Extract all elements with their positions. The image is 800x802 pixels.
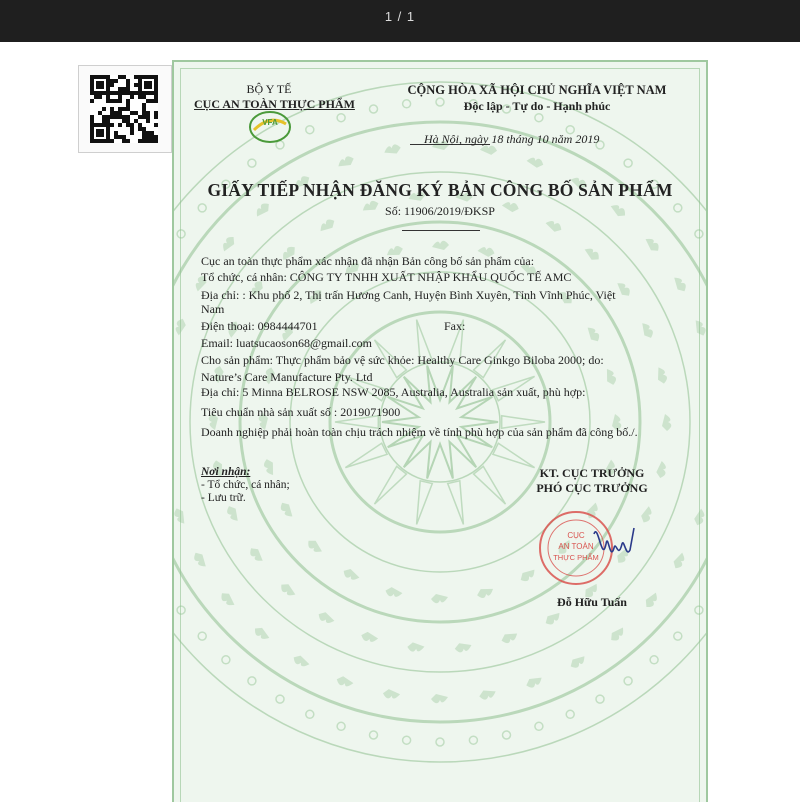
ministry-name: BỘ Y TẾ [246,82,292,96]
seal-text-3: THỰC PHẨM [553,553,599,562]
official-seal [536,504,656,592]
vfa-logo [248,110,292,144]
handwritten-signature [594,528,634,552]
logo-text: VFA [262,118,278,127]
republic-name: CỘNG HÒA XÃ HỘI CHỦ NGHĨA VIỆT NAM [407,83,667,97]
responsibility-line: Doanh nghiệp phải hoàn toàn chịu trách nhiệm về tính phù hợp của sản phẩm đã công bố./. [201,425,638,439]
number-underline [402,230,480,231]
document-number: Số: 11906/2019/ĐKSP [385,204,495,218]
address-line-cont: Nam [201,302,225,316]
signer-name: Đỗ Hữu Tuấn [557,595,627,609]
qr-code-thumbnail[interactable] [78,65,172,153]
signature-title-line2: PHÓ CỤC TRƯỞNG [536,481,648,495]
document-title: GIẤY TIẾP NHẬN ĐĂNG KÝ BẢN CÔNG BỐ SẢN PHẨM [207,180,673,200]
viewer-toolbar [0,0,800,42]
phone-line: Điện thoại: 0984444701 [201,319,318,333]
recipient-item: - Tổ chức, cá nhân; [201,479,290,491]
recipients-label: Nơi nhận: [201,466,251,478]
address-line: Địa chỉ: : Khu phố 2, Thị trấn Hương Canh, Huyện Bình Xuyên, Tỉnh Vĩnh Phúc, Việt [201,288,616,302]
issue-date: Hà Nội, ngày 18 tháng 10 năm 2019 [424,132,600,146]
intro-line: Cục an toàn thực phẩm xác nhận đã nhận Bản công bố sản phẩm của: [201,254,535,268]
manufacturer-line: Nature’s Care Manufacture Pty. Ltd [201,370,373,384]
certificate-document [172,60,708,802]
header-republic [382,82,692,114]
email-line: Email: luatsucaoson68@gmail.com [201,336,373,350]
standard-line: Tiêu chuẩn nhà sản xuất số : 2019071900 [201,405,401,419]
signature-title-line1: KT. CỤC TRƯỞNG [539,466,645,480]
recipient-item: - Lưu trữ. [201,492,246,504]
recipients-block [201,466,290,505]
signature-title [492,466,692,496]
agency-name: CỤC AN TOÀN THỰC PHẨM [194,97,355,111]
manufacturer-address-line: Địa chỉ: 5 Minna BELROSE NSW 2085, Australia, Australia sản xuất, phù hợp: [201,385,586,399]
page-counter: 1 / 1 [384,9,416,24]
seal-text-2: AN TOÀN [558,542,594,551]
qr-code-icon [90,75,158,143]
product-line: Cho sản phẩm: Thực phẩm bảo vệ sức khỏe: Healthy Care Ginkgo Biloba 2000; do: [201,353,604,367]
fax-line: Fax: [444,319,466,333]
organization-line: Tổ chức, cá nhân: CÔNG TY TNHH XUẤT NHẬP KHẨU QUỐC TẾ AMC [201,270,572,284]
header-ministry [194,82,355,112]
seal-text-1: CỤC [567,531,585,540]
national-motto: Độc lập - Tự do - Hạnh phúc [463,99,611,113]
